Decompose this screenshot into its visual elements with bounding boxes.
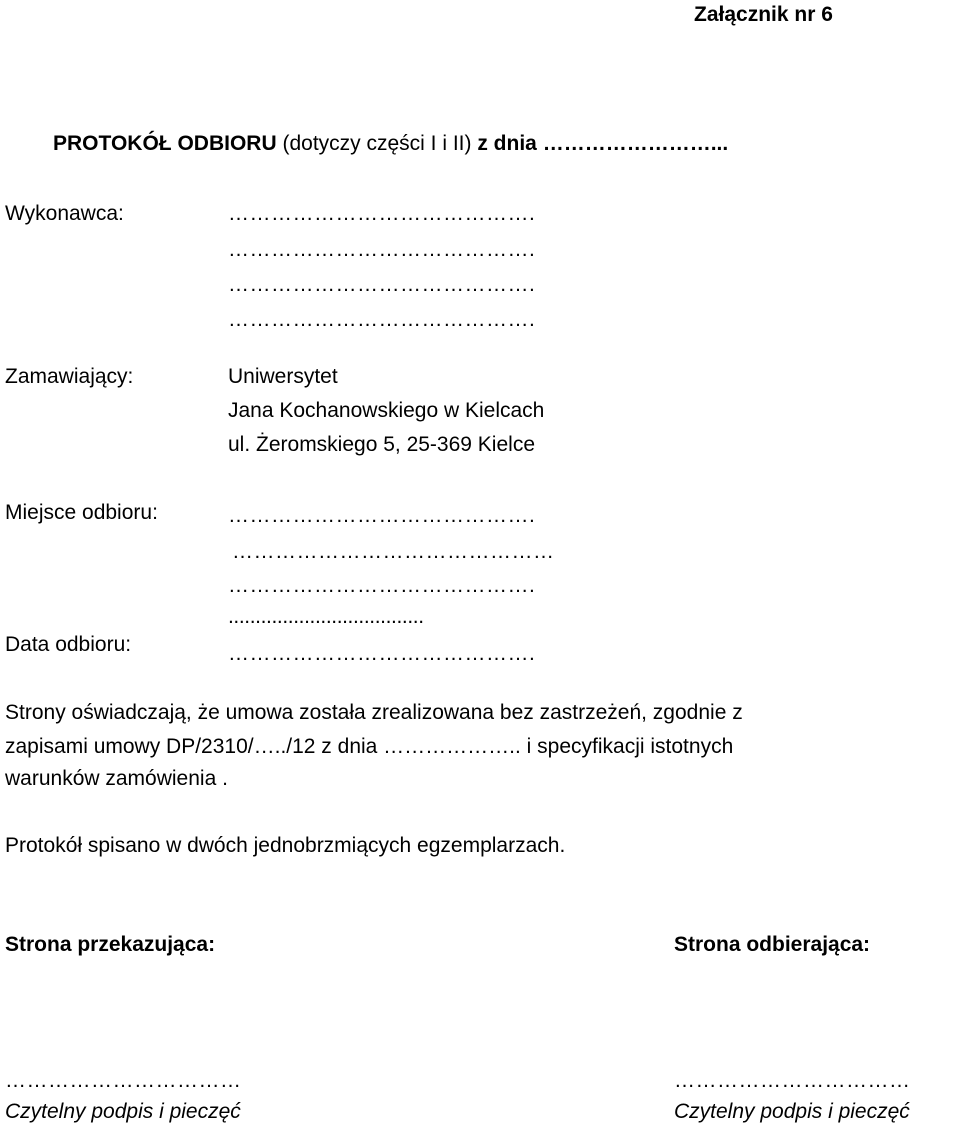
contractor-line: ……………………………………. (228, 202, 536, 225)
ordering-party-line: Jana Kochanowskiego w Kielcach (228, 399, 545, 422)
receiving-party-signature-caption: Czytelny podpis i pieczęć (674, 1100, 910, 1123)
date-value: ……………………………………. (228, 642, 536, 665)
contractor-line: ……………………………………. (228, 238, 536, 261)
protocol-title-date-value: ……………………... (542, 132, 729, 155)
copies-note: Protokół spisano w dwóch jednobrzmiących egzemplarzach. (5, 834, 566, 857)
receiving-party-signature-line: …………………………… (674, 1069, 911, 1092)
place-line: ……………………………………. (228, 574, 536, 597)
ordering-party-line: ul. Żeromskiego 5, 25-369 Kielce (228, 433, 535, 456)
statement-line: warunków zamówienia . (5, 767, 228, 790)
handing-party-label: Strona przekazująca: (5, 933, 216, 956)
ordering-party-label: Zamawiający: (5, 365, 134, 388)
place-line: ……………………………………… (232, 540, 555, 563)
ordering-party-line: Uniwersytet (228, 365, 338, 388)
protocol-title-date-label: z dnia (477, 132, 537, 155)
receiving-party-label: Strona odbierająca: (674, 933, 871, 956)
contractor-line: ……………………………………. (228, 273, 536, 296)
protocol-title (53, 133, 728, 154)
handing-party-signature-caption: Czytelny podpis i pieczęć (5, 1100, 241, 1123)
handing-party-signature-line: …………………………… (5, 1069, 242, 1092)
contractor-label: Wykonawca: (5, 202, 124, 225)
place-line: ……………………………………. (228, 504, 536, 527)
contractor-line: ……………………………………. (228, 308, 536, 331)
statement-line: Strony oświadczają, że umowa została zrealizowana bez zastrzeżeń, zgodnie z (5, 701, 743, 724)
place-label: Miejsce odbioru: (5, 501, 158, 524)
protocol-title-bold: PROTOKÓŁ ODBIORU (53, 132, 277, 155)
place-line: .................................... (228, 605, 424, 628)
protocol-title-scope: (dotyczy części I i II) (282, 132, 472, 155)
annex-heading: Załącznik nr 6 (694, 3, 833, 26)
date-label: Data odbioru: (5, 633, 132, 656)
statement-line: zapisami umowy DP/2310/…../12 z dnia ……………….. i specyfikacji istotnych (5, 735, 734, 758)
